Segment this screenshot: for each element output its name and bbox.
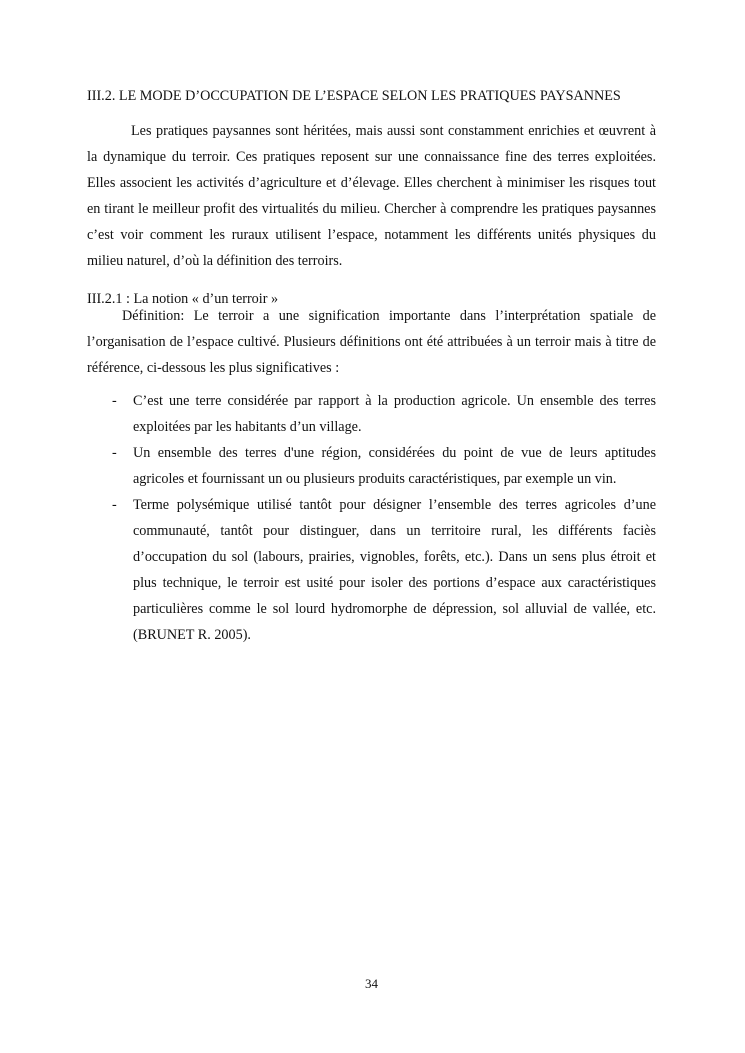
list-item-text: Terme polysémique utilisé tantôt pour désigner l’ensemble des terres agricoles d’une communauté, tantôt pour distinguer, dans un territoire rural, les différents faciès d’occupation du sol (labours, prairies, vignobles, forêts, etc.). Dans un sens plus étroit et plus technique, le terroir est usité pour isoler des portions d’espace aux caractéristiques particulières comme le sol lourd hydromorphe de dépression, sol alluvial de vallée, etc. (BRUNET R. 2005).: [133, 497, 656, 643]
subsection-heading: III.2.1 : La notion « d’un terroir »: [87, 291, 279, 307]
list-item-text: Un ensemble des terres d'une région, considérées du point de vue de leurs aptitudes agricoles et fournissant un ou plusieurs produits caractéristiques, par exemple un vin.: [133, 445, 656, 487]
definition-paragraph-text: Définition: Le terroir a une signification importante dans l’interprétation spatiale de l’organisation de l’espace cultivé. Plusieurs définitions ont été attribuées à un terroir mais à titre de référence, ci-dessous les plus significatives :: [87, 308, 656, 376]
list-item: [87, 492, 656, 648]
list-item: [87, 440, 656, 492]
section-heading: III.2. LE MODE D’OCCUPATION DE L’ESPACE SELON LES PRATIQUES PAYSANNES: [87, 88, 621, 104]
list-item: [87, 388, 656, 440]
definition-paragraph: [87, 303, 656, 381]
section-paragraph: [87, 118, 656, 274]
dash-bullet-icon: -: [112, 393, 117, 409]
dash-bullet-icon: -: [112, 497, 117, 513]
list-item-text: C’est une terre considérée par rapport à la production agricole. Un ensemble des terres exploitées par les habitants d’un village.: [133, 393, 656, 435]
definition-list: [87, 388, 656, 648]
section-paragraph-text: Les pratiques paysannes sont héritées, mais aussi sont constamment enrichies et œuvrent à la dynamique du terroir. Ces pratiques reposent sur une connaissance fine des terres exploitées. Elles associent les activités d’agriculture et d’élevage. Elles cherchent à minimiser les risques tout en tirant le meilleur profit des virtualités du milieu. Chercher à comprendre les pratiques paysannes c’est voir comment les ruraux utilisent l’espace, notamment les différents unités physiques du milieu naturel, d’où la définition des terroirs.: [87, 123, 656, 269]
page-number: 34: [365, 976, 378, 991]
document-page: [87, 0, 656, 1053]
dash-bullet-icon: -: [112, 445, 117, 461]
